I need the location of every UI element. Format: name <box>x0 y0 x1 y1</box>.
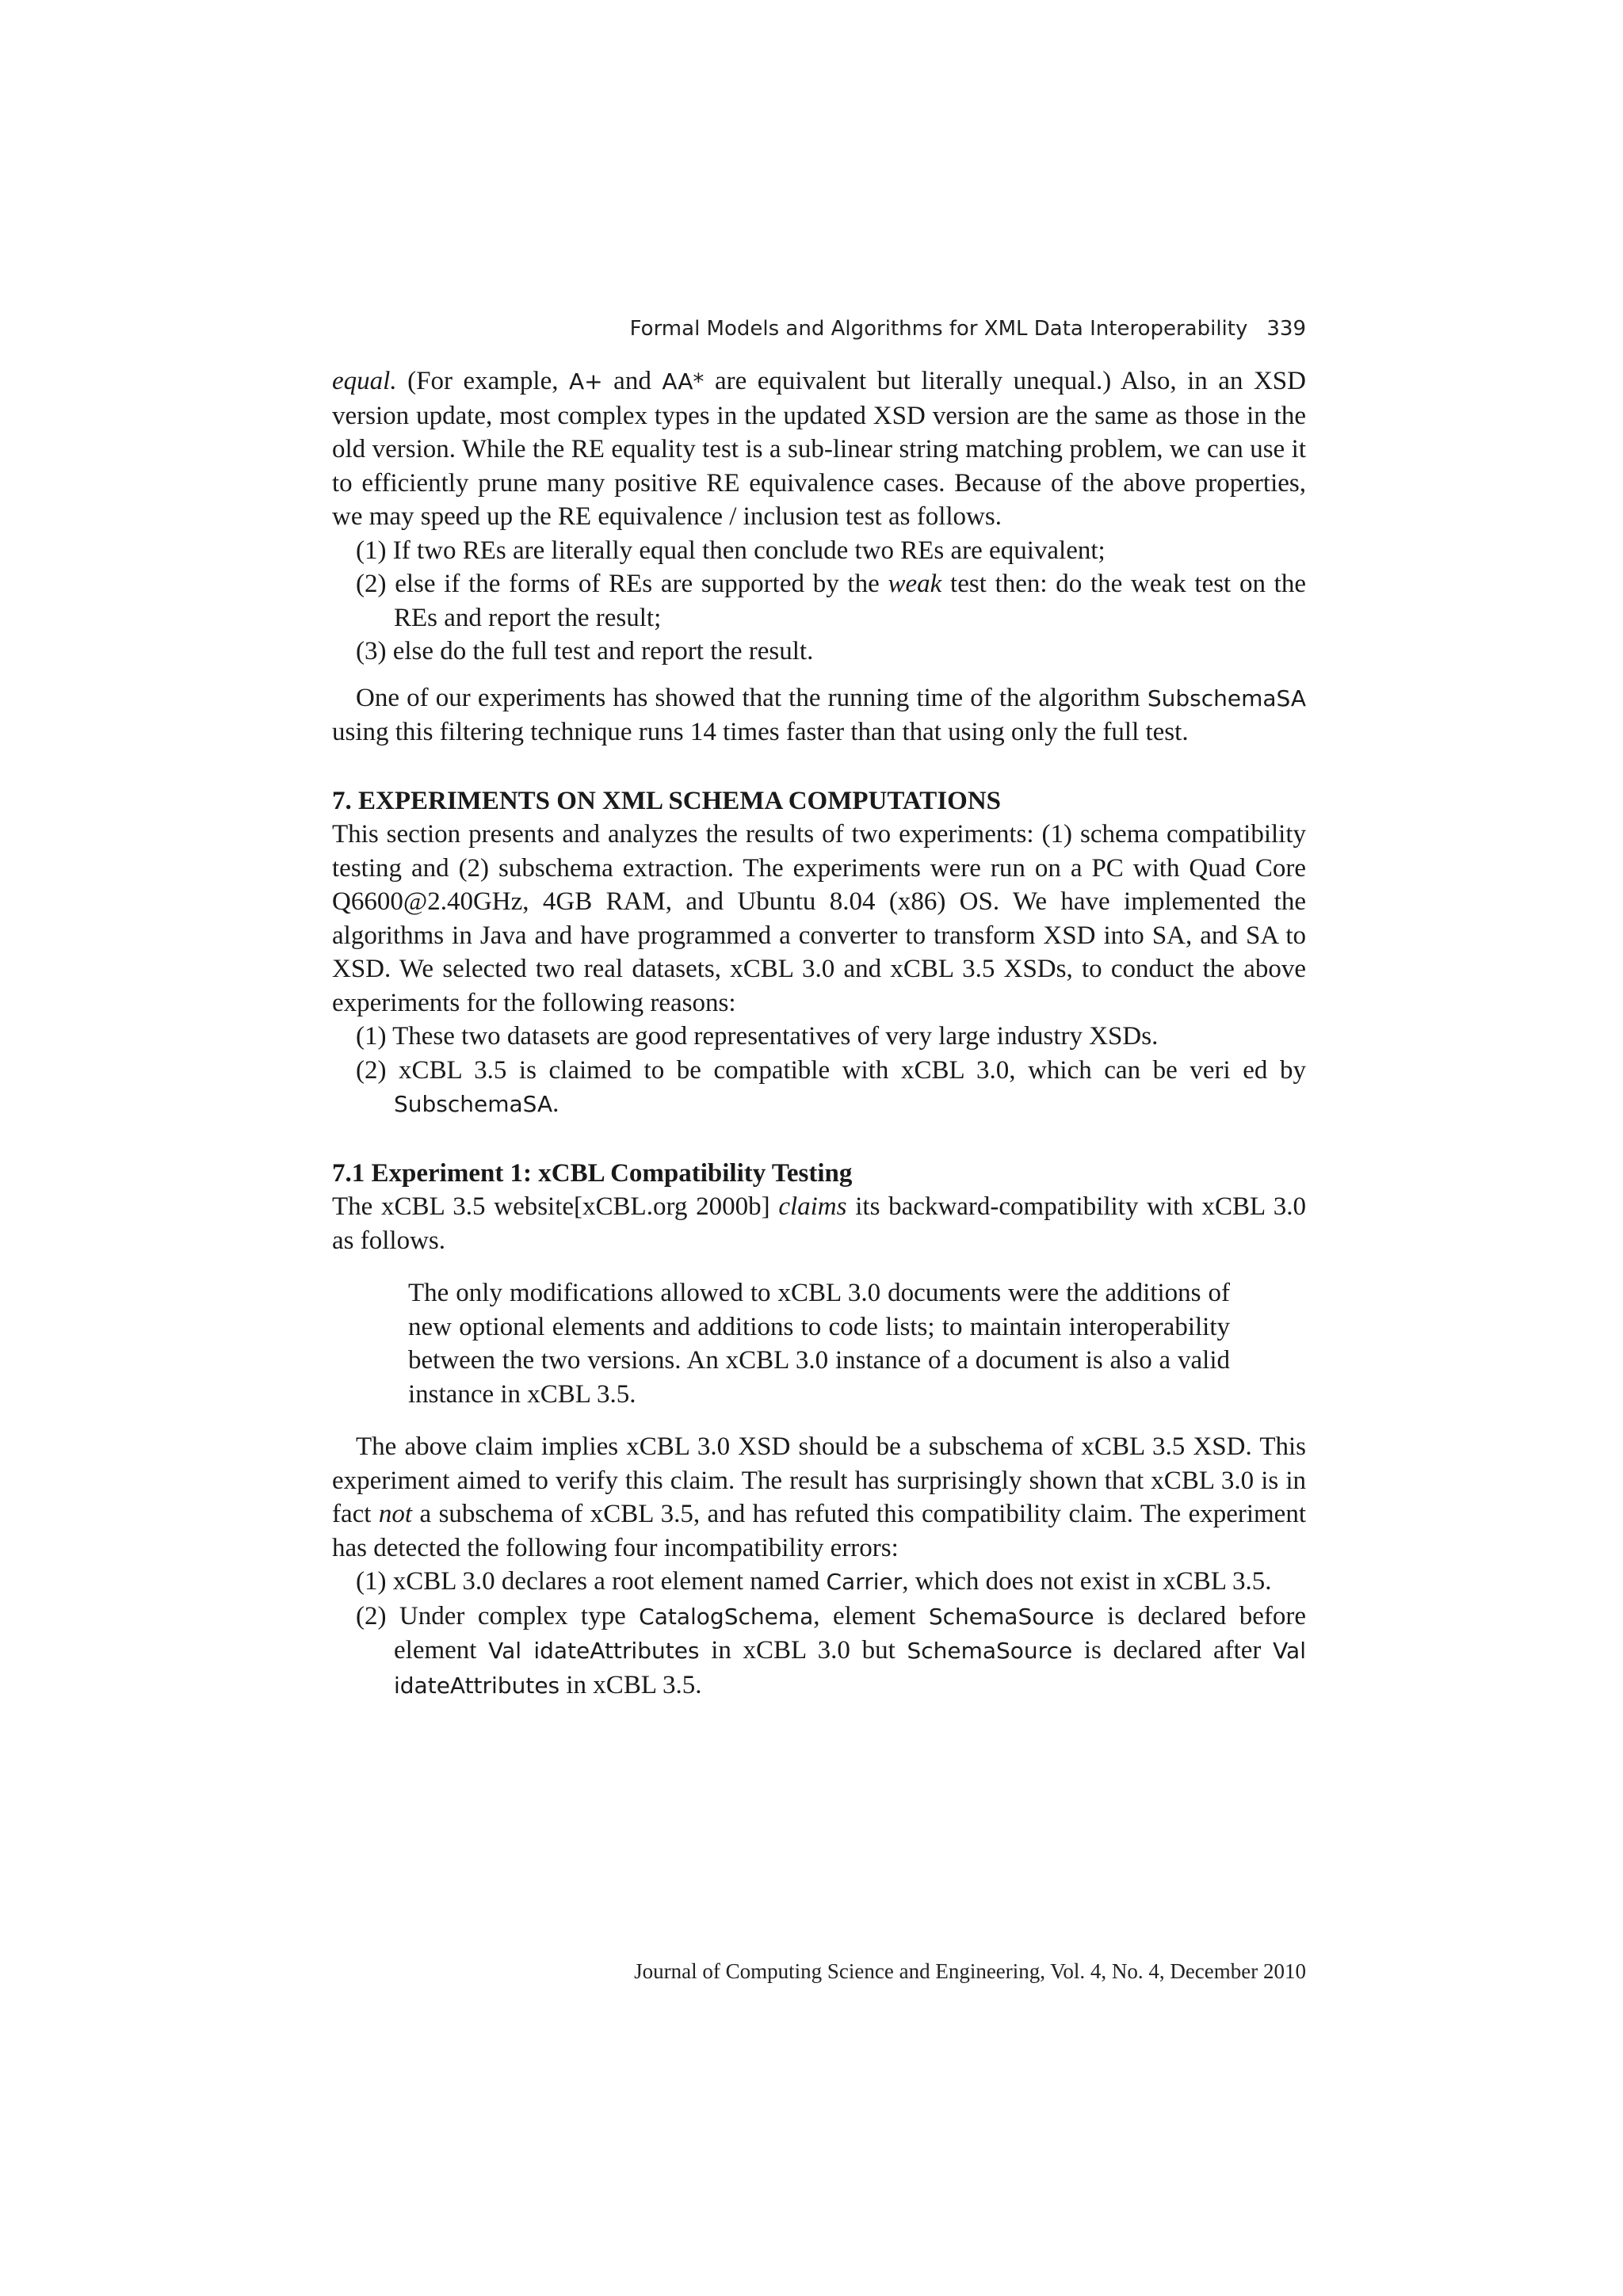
body-text <box>332 364 1306 1703</box>
text: is declared after <box>1072 1636 1274 1665</box>
text: is declared before element <box>394 1601 1306 1665</box>
rule-list <box>332 534 1306 669</box>
subsection-heading: 7.1 Experiment 1: xCBL Compatibility Testing <box>332 1158 853 1188</box>
paragraph-1 <box>332 364 1306 534</box>
page-number: 339 <box>1266 317 1306 341</box>
running-head <box>332 317 1306 341</box>
code-term: SubschemaSA <box>1147 685 1306 711</box>
list-item <box>332 1054 1306 1122</box>
text: (For example, <box>396 367 570 395</box>
text: , which does not exist in xCBL 3.5. <box>902 1567 1272 1596</box>
text: The above claim implies xCBL 3.0 XSD should be a subschema of xCBL 3.5 XSD. This experiment aimed to verify this claim. The result has surprisingly shown that xCBL 3.0 is in fact <box>332 1432 1306 1528</box>
section-paragraph: This section presents and analyzes the results of two experiments: (1) schema compatibility testing and (2) subschema extraction. The experiments were run on a PC with Quad Core Q6600@2.40GHz, 4GB RAM, and Ubuntu 8.04 (x86) OS. We have implemented the algorithms in Java and have programmed a converter to transform XSD into SA, and SA to XSD. We selected two real datasets, xCBL 3.0 and xCBL 3.5 XSDs, to conduct the above experiments for the following reasons: <box>332 820 1306 1017</box>
page-content <box>332 317 1306 1703</box>
text: are equivalent but literally unequal.) Also, in an XSD version update, most complex types in the updated XSD version are the same as those in the old version. While the RE equality test is a sub-linear string matching problem, we can use it to efficiently prune many positive RE equivalence cases. Because of the above properties, we may speed up the RE equivalence / inclusion test as follows. <box>332 367 1306 531</box>
code-term: SchemaSource <box>928 1603 1094 1630</box>
text: The xCBL 3.5 website[xCBL.org 2000b] <box>332 1192 779 1221</box>
text: , element <box>813 1601 929 1630</box>
list-item <box>332 567 1306 635</box>
text: its backward-compatibility with xCBL 3.0 as follows. <box>332 1192 1306 1255</box>
text: and <box>602 367 663 395</box>
text: (2) xCBL 3.5 is claimed to be compatible with xCBL 3.0, which can be veri ed by <box>356 1055 1306 1085</box>
running-title: Formal Models and Algorithms for XML Data Interoperability <box>629 317 1248 341</box>
code-term: SubschemaSA <box>394 1091 553 1117</box>
code-term: CatalogSchema <box>639 1603 814 1630</box>
paragraph-3 <box>332 1430 1306 1565</box>
list-item: (1) These two datasets are good representatives of very large industry XSDs. <box>356 1022 1159 1051</box>
error-list <box>332 1565 1306 1703</box>
subsection-intro <box>332 1190 1306 1257</box>
journal-footer: Journal of Computing Science and Engineering, Vol. 4, No. 4, December 2010 <box>634 1959 1306 1983</box>
text: in xCBL 3.5. <box>559 1670 702 1699</box>
text: test then: do the weak test on the REs and report the result; <box>394 570 1306 632</box>
list-item: (1) If two REs are literally equal then conclude two REs are equivalent; <box>356 536 1106 565</box>
emphasis: not <box>378 1500 413 1528</box>
text: . <box>552 1089 559 1118</box>
block-quote: The only modifications allowed to xCBL 3.0 documents were the additions of new optional elements and additions to code lists; to maintain interoperability between the two versions. An xCBL 3.0 instance of a document is also a valid instance in xCBL 3.5. <box>408 1279 1230 1409</box>
section-heading: 7. EXPERIMENTS ON XML SCHEMA COMPUTATIONS <box>332 786 1002 815</box>
text: One of our experiments has showed that the running time of the algorithm <box>356 683 1148 712</box>
emphasis: weak <box>888 570 942 598</box>
list-item <box>332 1565 1306 1600</box>
emphasis: claims <box>778 1192 847 1221</box>
code-term: Val idateAttributes <box>394 1638 1306 1699</box>
text: in xCBL 3.0 but <box>699 1636 907 1665</box>
text: (2) else if the forms of REs are supported by the <box>356 570 888 598</box>
code-term: Carrier <box>826 1569 903 1595</box>
code-term: A+ <box>569 368 603 395</box>
text: (1) xCBL 3.0 declares a root element named <box>356 1567 827 1596</box>
text: using this filtering technique runs 14 times faster than that using only the full test. <box>332 718 1189 746</box>
list-item <box>332 1600 1306 1703</box>
emphasis: equal. <box>332 367 397 395</box>
list-item: (3) else do the full test and report the result. <box>356 637 814 666</box>
paragraph-2 <box>332 681 1306 749</box>
reason-list <box>332 1020 1306 1122</box>
code-term: AA* <box>662 368 705 395</box>
text: a subschema of xCBL 3.5, and has refuted this compatibility claim. The experiment has detected the following four incompatibility errors: <box>332 1500 1306 1562</box>
code-term: Val idateAttributes <box>488 1638 700 1664</box>
code-term: SchemaSource <box>907 1638 1073 1664</box>
text: (2) Under complex type <box>356 1601 640 1630</box>
